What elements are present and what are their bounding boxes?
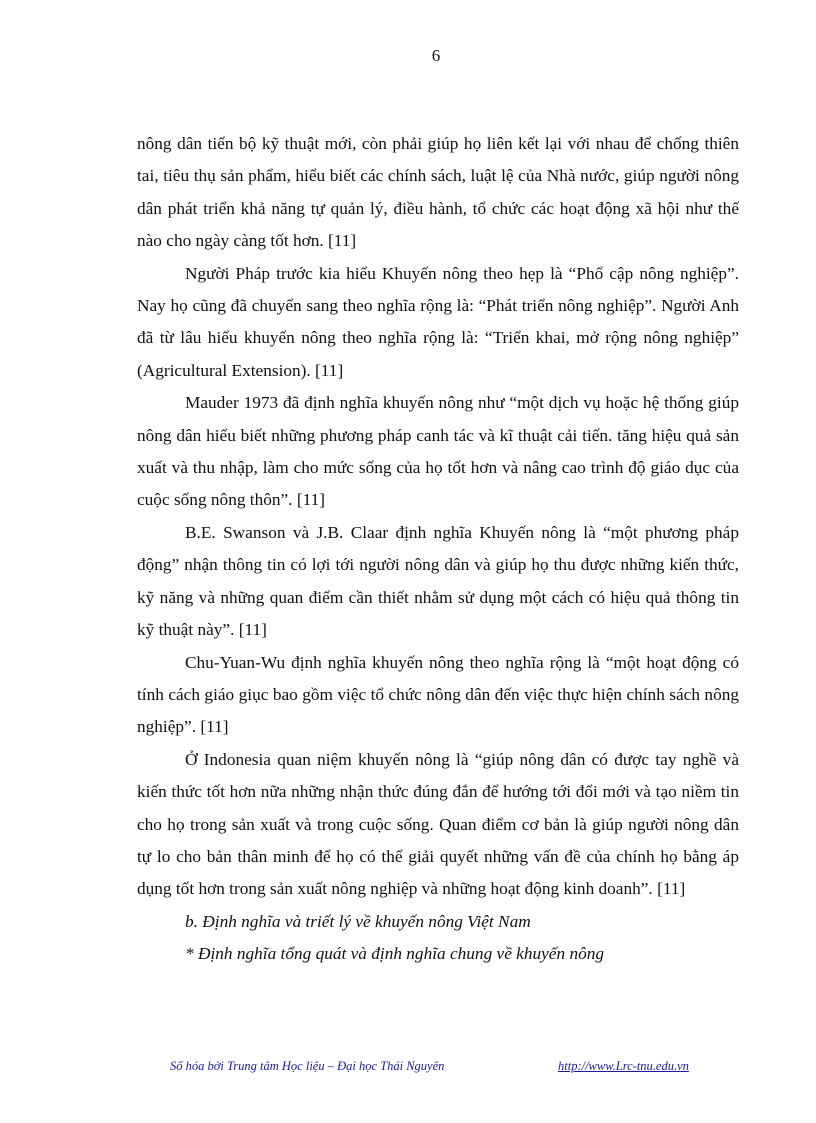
- paragraph-french-definition: Người Pháp trước kia hiểu Khuyến nông theo hẹp là “Phổ cập nông nghiệp”. Nay họ cũng đã chuyển sang theo nghĩa rộng là: “Phát triển nông nghiệp”. Người Anh đã từ lâu hiểu khuyến nông theo nghĩa rộng là: “Triển khai, mở rộng nông nghiệp” (Agricultural Extension). [11]: [137, 263, 739, 380]
- paragraph-chu-yuan-wu-definition: Chu-Yuan-Wu định nghĩa khuyến nông theo nghĩa rộng là “một hoạt động có tính cách giáo giục bao gồm việc tổ chức nông dân đến việc thực hiện chính sách nông nghiệp”. [11]: [137, 652, 739, 737]
- paragraph-mauder-definition: Mauder 1973 đã định nghĩa khuyến nông như “một dịch vụ hoặc hệ thống giúp nông dân hiểu biết những phương pháp canh tác và kĩ thuật cải tiến. tăng hiệu quả sản xuất và thu nhập, làm cho mức sống của họ tốt hơn và nâng cao trình độ giáo dục của cuộc sống nông thôn”. [11]: [137, 393, 739, 510]
- body-text: [137, 128, 739, 971]
- paragraph-indonesia-definition: Ở Indonesia quan niệm khuyến nông là “giúp nông dân có được tay nghề và kiến thức tốt hơn nữa những nhận thức đúng đắn để hướng tới đổi mới và tạo niềm tin cho họ trong sản xuất và trong cuộc sống. Quan điểm cơ bản là giúp người nông dân tự lo cho bản thân minh để họ có thể giải quyết những vấn đề của chính họ bằng áp dụng tốt hơn trong sản xuất nông nghiệp và những hoạt động kinh doanh”. [11]: [137, 749, 739, 899]
- paragraph-swanson-claar-definition: B.E. Swanson và J.B. Claar định nghĩa Khuyến nông là “một phương pháp động” nhận thông tin có lợi tới người nông dân và giúp họ thu được những kiến thức, kỹ năng và những quan điểm cần thiết nhằm sử dụng một cách có hiệu quả thông tin kỹ thuật này”. [11]: [137, 522, 739, 640]
- page-number: 6: [431, 46, 441, 65]
- subheading-general-definition: * Định nghĩa tổng quát và định nghĩa chung về khuyến nông: [185, 944, 605, 964]
- subheading-vietnam-extension: b. Định nghĩa và triết lý về khuyến nông Việt Nam: [185, 911, 531, 931]
- footer-link[interactable]: http://www.Lrc-tnu.edu.vn: [558, 1059, 689, 1073]
- footer-credit: Số hóa bởi Trung tâm Học liệu – Đại học Thái Nguyên: [170, 1059, 445, 1073]
- paragraph-continuation: nông dân tiến bộ kỹ thuật mới, còn phải giúp họ liên kết lại với nhau để chống thiên tai, tiêu thụ sản phẩm, hiểu biết các chính sách, luật lệ của Nhà nước, giúp người nông dân phát triển khả năng tự quản lý, điều hành, tổ chức các hoạt động xã hội như thế nào cho ngày càng tốt hơn. [11]: [137, 134, 739, 251]
